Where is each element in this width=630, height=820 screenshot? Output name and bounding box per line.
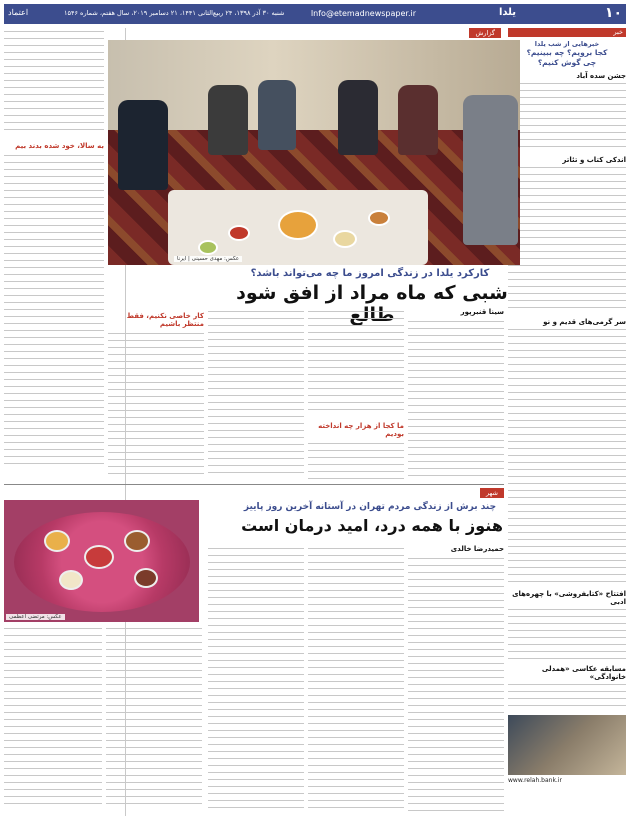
body-text-block [408,318,504,483]
news-item-heading: سر گرمی‌های قدیم و نو [543,318,626,326]
email-link[interactable]: Info@etemadnewspaper.ir [310,9,416,18]
left-text-column [4,28,104,483]
right-column-tag: خبر [508,28,626,37]
city-photo-credit: عکس: مرتضی اعظمی [6,614,65,620]
city-body-column-2 [308,545,404,815]
city-subhead: چند برش از زندگی مردم تهران در آستانه آخرین روز پاییز [243,502,497,512]
right-news-column [508,28,626,816]
newspaper-logo: اعتماد [8,8,29,17]
city-tag-bar [4,488,504,498]
city-tag: شهر [480,488,504,498]
feature-photo [108,40,520,265]
photo-person [118,100,168,190]
page-number: ۱۰ [604,5,622,21]
photo-wall [108,40,520,130]
photo-dish [198,240,218,255]
news-item-heading: افتتاح «کتابفروشی» با چهره‌های ادبی [512,590,626,606]
news-item-heading: جشن سده آباد [576,72,626,80]
photo-dish [368,210,390,226]
city-headline: هنوز با همه درد، امید درمان است [241,516,503,535]
body-text-block [4,625,102,815]
photo-bowl [84,545,114,569]
body-text-block [208,545,304,815]
news-item-heading: مسابقه عکاسی «همدلی خانوادگی» [541,665,626,681]
photo-dish [333,230,357,248]
feature-photo-credit: عکس: مهدی حسینی | ایرنا [174,256,242,262]
feature-tag-bar [131,28,501,38]
feature-body-column-4 [108,308,204,480]
feature-body-column-1 [408,308,504,480]
city-body-column-4 [106,625,202,815]
body-text-block [106,625,202,815]
body-text-block [308,440,404,485]
city-body-column-1 [408,545,504,815]
feature-tag: گزارش [469,28,501,38]
body-text-block [508,80,626,152]
feature-author: سینا قنبرپور [460,308,504,316]
city-author: حمیدرضا خالدی [450,545,504,553]
masthead-bar [4,4,626,24]
feature-subhead: کارکرد یلدا در زندگی امروز ما چه می‌تواند باشد؟ [250,268,490,279]
body-text-block [4,152,104,477]
body-text-block [208,308,304,480]
right-column-kicker: خبرهایی از شب یلدا [534,40,600,48]
left-inner-heading: به سالا، خود شده بدند بیم [15,142,104,150]
photo-bowl [124,530,150,552]
feature-headline: شبی که ماه مراد از افق شود طالع [236,282,508,326]
feature-inner-heading: کار خاصی نکنیم، فقط منتظر باشیم [126,312,204,328]
section-divider [4,484,504,485]
news-item-heading: اندکی کتاب و تئاتر [562,156,626,164]
photo-dish [228,225,250,241]
body-text-block [508,681,626,711]
section-name: یلدا [498,7,516,18]
right-column-teaser-1: کجا برویم؟ چه ببینیم؟ [526,48,608,57]
photo-dish [278,210,318,240]
body-text-block [308,545,404,815]
photo-person [398,85,438,155]
city-body-column-3 [208,545,304,815]
photo-person [463,95,518,245]
contest-photo [508,715,626,775]
body-text-block [308,308,404,418]
photo-bowl [44,530,70,552]
photo-bowl [134,568,158,588]
right-column-teaser-2: چی گوش کنیم؟ [537,58,597,67]
body-text-block [408,555,504,815]
contest-url[interactable]: www.relah.bank.ir [508,777,562,784]
feature-body-column-2 [308,308,404,480]
body-text-block [508,164,626,314]
body-text-block [508,606,626,661]
date-line: شنبه ۳۰ آذر ۱۳۹۸، ۲۴ ربیع‌الثانی ۱۴۴۱، ۲۱ دسامبر ۲۰۱۹، سال هفتم، شماره ۱۵۴۶ [64,9,285,17]
feature-body-column-3 [208,308,304,480]
body-text-block [508,326,626,586]
photo-person [258,80,296,150]
city-body-column-5 [4,625,102,815]
photo-person [208,85,248,155]
body-text-block [108,330,204,485]
city-photo [4,500,199,622]
feature-inner-heading: ما کجا از هزار چه انداخته بودیم [318,422,404,438]
photo-bowl [59,570,83,590]
body-text-block [4,28,104,138]
photo-person [338,80,378,155]
